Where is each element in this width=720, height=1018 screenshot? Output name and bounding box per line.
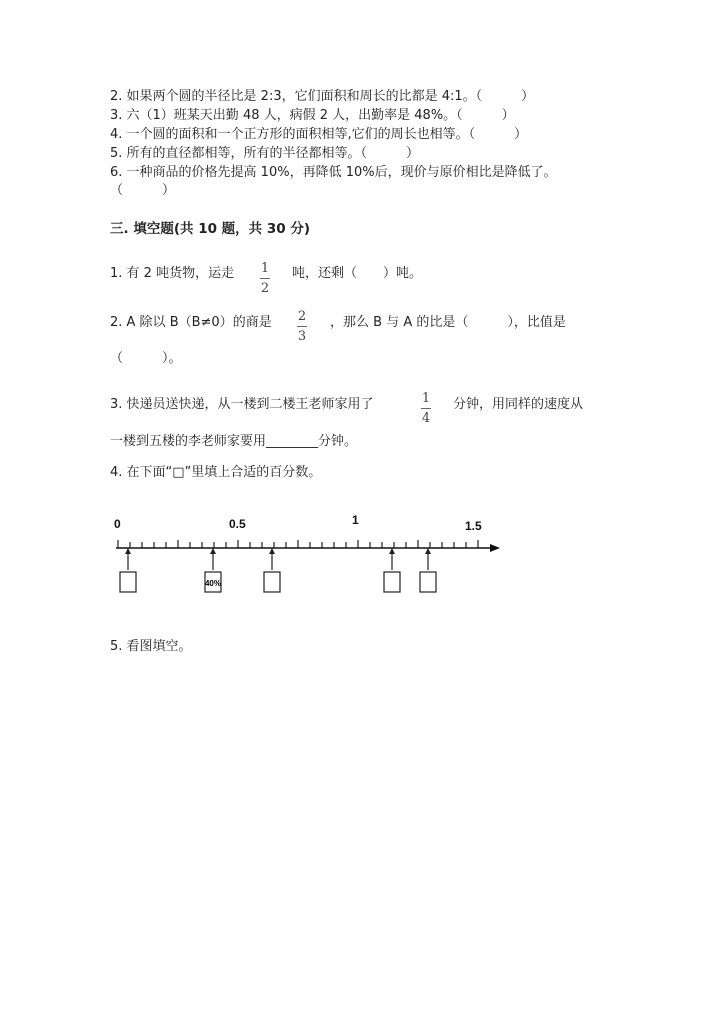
answer-box-2 [205, 548, 221, 592]
answer-box-3 [264, 548, 280, 592]
answer-box-rect [384, 572, 400, 592]
judge-question-2: 2. 如果两个圆的半径比是 2:3，它们面积和周长的比都是 4:1。（ ） [110, 89, 535, 104]
question-text-line2: （ ）。 [110, 351, 182, 366]
judge-question-4: 4. 一个圆的面积和一个正方形的面积相等,它们的周长也相等。（ ） [110, 127, 528, 142]
answer-box-4 [384, 548, 400, 592]
tick-label-0: 0 [114, 517, 121, 531]
judge-question-3: 3. 六（1）班某天出勤 48 人，病假 2 人，出勤率是 48%。（ ） [110, 108, 515, 123]
answer-box-rect [264, 572, 280, 592]
answer-box-rect [420, 572, 436, 592]
fill-question-1 [110, 265, 234, 283]
numerator: 2 [297, 309, 307, 324]
judge-question-6-answer: （ ） [110, 183, 176, 198]
fill-question-5: 5. 看图填空。 [110, 639, 192, 654]
axis-arrow-icon [490, 544, 500, 552]
judge-question-5: 5. 所有的直径都相等，所有的半径都相等。（ ） [110, 146, 420, 161]
tick-label-1: 1 [352, 513, 359, 527]
question-text-line2: 一楼到五楼的李老师家要用________分钟。 [110, 434, 358, 449]
answer-box-text: 40% [204, 579, 222, 588]
axis-ticks [118, 540, 478, 548]
denominator: 2 [260, 281, 270, 296]
fraction [421, 391, 431, 426]
answer-box-1 [120, 548, 136, 592]
fill-question-2: 2. A 除以 B（B≠0）的商是 [110, 315, 272, 330]
tick-label-0.5: 0.5 [229, 517, 246, 531]
answer-box-5 [420, 548, 436, 592]
answer-box-rect [120, 572, 136, 592]
numerator: 1 [260, 261, 270, 276]
fill-question-4: 4. 在下面“□”里填上合适的百分数。 [110, 465, 322, 480]
question-text: 1. 有 2 吨货物，运走 [110, 266, 235, 281]
denominator: 3 [297, 329, 307, 344]
fraction [260, 261, 270, 296]
section-title: 三. 填空题(共 10 题，共 30 分) [110, 221, 311, 237]
answer-boxes [120, 548, 436, 592]
tick-label-1.5: 1.5 [465, 519, 482, 533]
number-line-figure [108, 508, 508, 603]
fill-question-3: 3. 快递员送快递，从一楼到二楼王老师家用了 [110, 397, 374, 412]
denominator: 4 [421, 411, 431, 426]
question-text-after: 分钟，用同样的速度从 [453, 397, 584, 412]
judge-question-6: 6. 一种商品的价格先提高 10%，再降低 10%后，现价与原价相比是降低了。 [110, 165, 557, 180]
numerator: 1 [421, 391, 431, 406]
fraction [297, 309, 307, 344]
question-text-after: 吨，还剩（ ）吨。 [292, 266, 423, 281]
question-text-after: ，那么 B 与 A 的比是（ ），比值是 [330, 315, 566, 330]
